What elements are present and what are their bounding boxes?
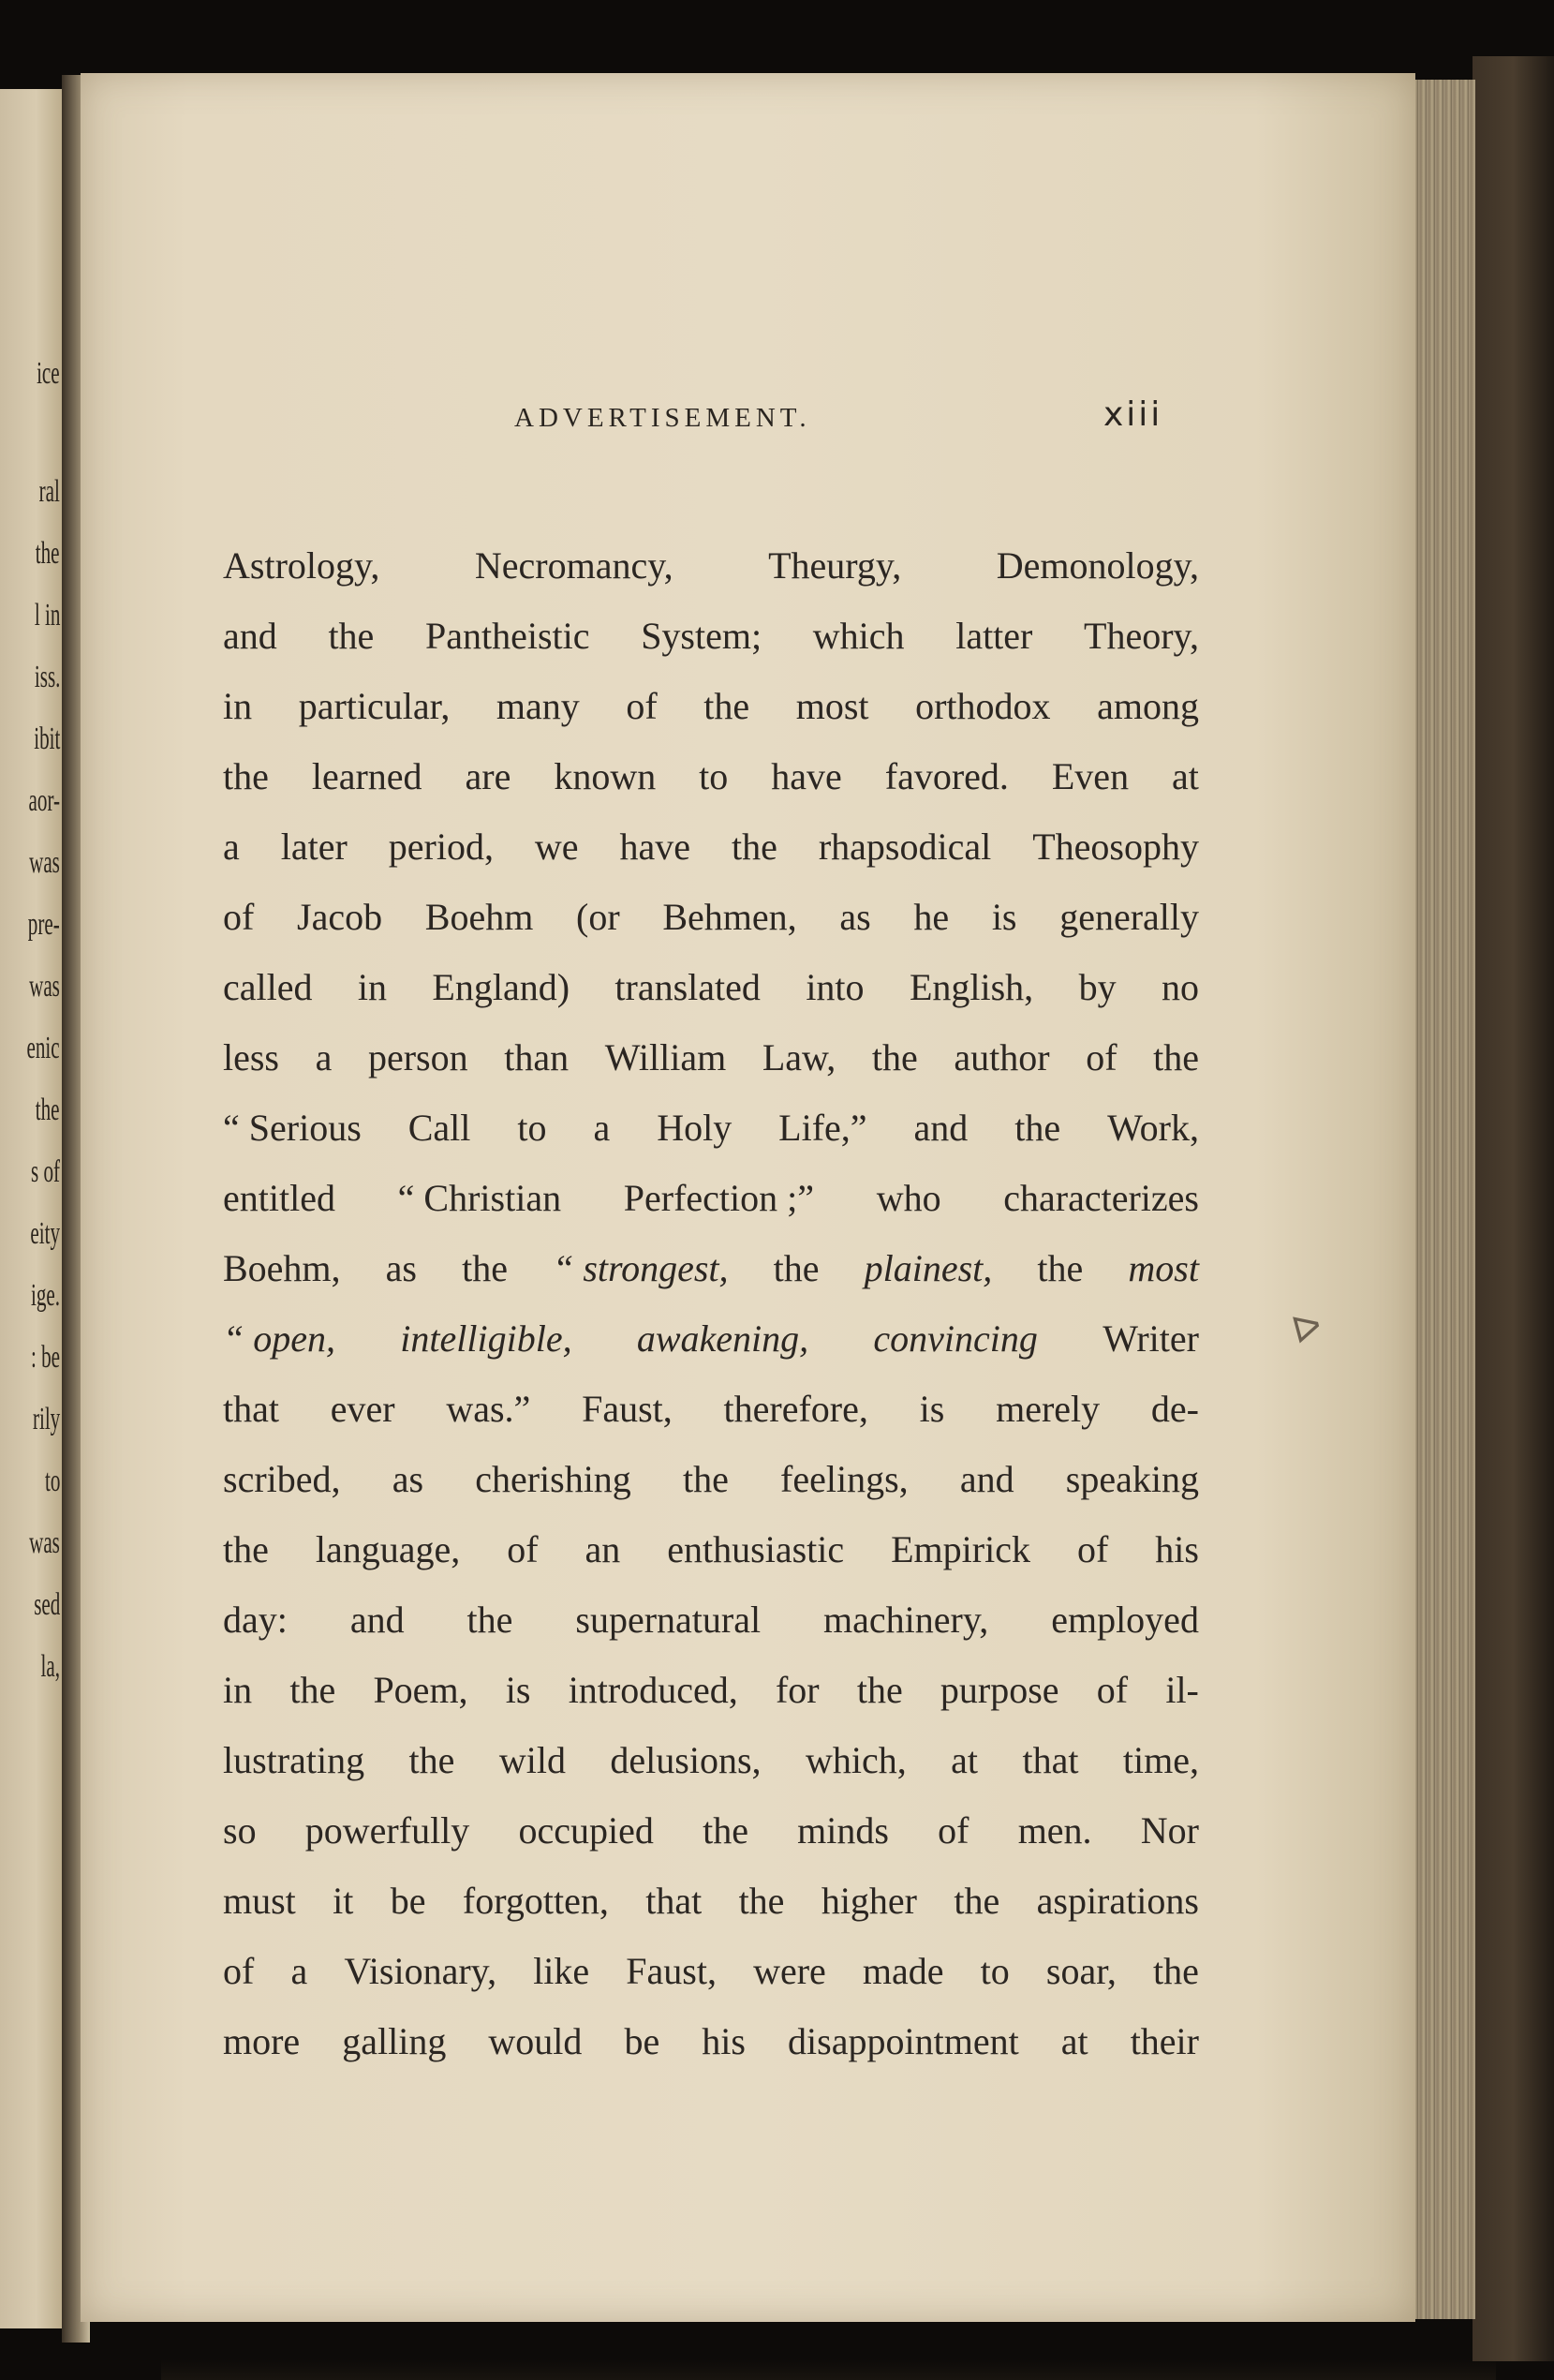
word: he xyxy=(913,896,950,938)
word: no xyxy=(1161,966,1199,1008)
word: of xyxy=(507,1528,539,1570)
word: at xyxy=(951,1739,979,1781)
word: System; xyxy=(641,615,762,657)
word: powerfully xyxy=(304,1809,470,1852)
word: translated xyxy=(614,966,761,1008)
word: a xyxy=(593,1107,611,1149)
word: must xyxy=(223,1880,296,1922)
word: Empirick xyxy=(891,1528,1030,1570)
word: of xyxy=(938,1809,969,1852)
word: that xyxy=(645,1880,703,1922)
word: Perfection ;” xyxy=(623,1177,815,1219)
word: would xyxy=(488,2020,583,2062)
word: the xyxy=(732,826,777,868)
word: of xyxy=(1086,1036,1117,1078)
word: de- xyxy=(1150,1388,1199,1430)
word: Nor xyxy=(1140,1809,1199,1852)
word: convincing xyxy=(873,1317,1038,1360)
facing-page-fragment: l in xyxy=(34,598,60,632)
facing-page-fragment: la, xyxy=(40,1649,60,1684)
word: machinery, xyxy=(823,1599,989,1641)
word: orthodox xyxy=(915,685,1051,727)
word: cherishing xyxy=(475,1458,631,1500)
word: merely xyxy=(996,1388,1101,1430)
word: and xyxy=(349,1599,405,1641)
word: therefore, xyxy=(723,1388,868,1430)
word: among xyxy=(1097,685,1199,727)
word: the xyxy=(223,1528,269,1570)
facing-page-fragment: rily xyxy=(32,1402,60,1436)
text-line xyxy=(223,882,1199,952)
word: who xyxy=(876,1177,941,1219)
word: by xyxy=(1078,966,1117,1008)
word: a xyxy=(223,826,240,868)
facing-page-fragment: to xyxy=(44,1464,60,1498)
word: in xyxy=(357,966,388,1008)
word: Theory, xyxy=(1084,615,1199,657)
word: scribed, xyxy=(223,1458,341,1500)
word: which xyxy=(812,615,905,657)
word: as xyxy=(385,1247,417,1289)
word: the xyxy=(738,1880,785,1922)
word: in xyxy=(223,685,253,727)
word: the xyxy=(408,1739,455,1781)
word: are xyxy=(465,755,511,797)
word: the xyxy=(1153,1036,1199,1078)
text-line xyxy=(223,2006,1199,2076)
word: most xyxy=(1128,1247,1199,1289)
word: to xyxy=(699,755,729,797)
word: Work, xyxy=(1107,1107,1199,1149)
facing-page-fragment: sed xyxy=(33,1587,60,1622)
word: Theosophy xyxy=(1032,826,1199,868)
word: rhapsodical xyxy=(818,826,992,868)
word: less xyxy=(223,1036,279,1078)
word: Call xyxy=(407,1107,471,1149)
word: the xyxy=(1153,1950,1199,1992)
word: the xyxy=(1014,1107,1061,1149)
word: plainest, xyxy=(864,1247,993,1289)
word: learned xyxy=(311,755,422,797)
word: of xyxy=(626,685,658,727)
word: the xyxy=(954,1880,1000,1922)
word: which, xyxy=(805,1739,907,1781)
word: were xyxy=(753,1950,826,1992)
word: most xyxy=(795,685,869,727)
word: is xyxy=(919,1388,945,1430)
word: a xyxy=(315,1036,333,1078)
word: so xyxy=(223,1809,257,1852)
word: as xyxy=(392,1458,424,1500)
facing-page-fragment: ice xyxy=(37,356,60,391)
word: (or xyxy=(576,896,620,938)
text-line xyxy=(223,1584,1199,1655)
facing-page-fragment: ral xyxy=(38,474,60,509)
word: of xyxy=(223,1950,255,1992)
word: favored. xyxy=(884,755,1009,797)
text-line xyxy=(223,530,1199,601)
word: Life,” xyxy=(778,1107,867,1149)
word: at xyxy=(1060,2020,1088,2062)
word: of xyxy=(1076,1528,1109,1570)
word: England) xyxy=(432,966,570,1008)
word: the xyxy=(289,1669,336,1711)
word: Demonology, xyxy=(996,544,1199,587)
word: for xyxy=(775,1669,820,1711)
word: latter xyxy=(955,615,1033,657)
page-edges xyxy=(1410,80,1475,2319)
facing-page-fragment: s of xyxy=(30,1154,60,1189)
word: many xyxy=(496,685,580,727)
word: the xyxy=(856,1669,903,1711)
text-line xyxy=(223,671,1199,741)
word: wild xyxy=(498,1739,566,1781)
word: their xyxy=(1130,2020,1199,2062)
word: purpose xyxy=(940,1669,1059,1711)
facing-page-fragment: : be xyxy=(30,1340,60,1375)
word: of xyxy=(223,896,255,938)
word: Necromancy, xyxy=(474,544,673,587)
facing-page-fragment: was xyxy=(29,1525,60,1560)
word: called xyxy=(223,966,313,1008)
word: enthusiastic xyxy=(667,1528,845,1570)
word: time, xyxy=(1122,1739,1199,1781)
word: employed xyxy=(1051,1599,1199,1641)
word: as xyxy=(839,896,871,938)
word: is xyxy=(991,896,1017,938)
facing-page-fragment: ige. xyxy=(30,1278,60,1313)
word: feelings, xyxy=(780,1458,909,1500)
word: entitled xyxy=(223,1177,335,1219)
text-line xyxy=(223,601,1199,671)
text-line xyxy=(223,1795,1199,1866)
word: “ open, xyxy=(223,1317,335,1360)
text-line xyxy=(223,1303,1199,1374)
word: a xyxy=(290,1950,308,1992)
word: to xyxy=(980,1950,1010,1992)
text-line xyxy=(223,1866,1199,1936)
word: in xyxy=(223,1669,253,1711)
word: “ strongest, xyxy=(553,1247,729,1289)
word: Holy xyxy=(657,1107,733,1149)
word: Boehm, xyxy=(223,1247,341,1289)
word: galling xyxy=(342,2020,447,2062)
word: the xyxy=(703,1809,748,1852)
word: men. xyxy=(1017,1809,1092,1852)
word: and xyxy=(913,1107,969,1149)
word: language, xyxy=(315,1528,461,1570)
word: into xyxy=(806,966,865,1008)
word: William xyxy=(604,1036,727,1078)
running-head xyxy=(81,395,1415,450)
facing-page-fragment: the xyxy=(36,1093,60,1127)
word: forgotten, xyxy=(462,1880,609,1922)
facing-page-fragment: the xyxy=(36,536,60,571)
word: occupied xyxy=(518,1809,654,1852)
word: minds xyxy=(797,1809,889,1852)
text-line xyxy=(223,1093,1199,1163)
word: that xyxy=(223,1388,279,1430)
word: ever xyxy=(330,1388,395,1430)
word: Boehm xyxy=(424,896,534,938)
text-line xyxy=(223,1163,1199,1233)
facing-page-fragment: iss. xyxy=(34,660,60,694)
word: the xyxy=(328,615,375,657)
facing-page-fragment: enic xyxy=(26,1031,60,1065)
page-number: xiii xyxy=(1103,395,1163,434)
word: be xyxy=(624,2020,660,2062)
facing-page-fragment: pre- xyxy=(28,907,60,942)
word: his xyxy=(702,2020,746,2062)
word: of xyxy=(1096,1669,1129,1711)
word: and xyxy=(223,615,277,657)
word: have xyxy=(619,826,691,868)
word: disappointment xyxy=(788,2020,1019,2062)
facing-page-fragment: was xyxy=(29,845,60,880)
word: Even xyxy=(1051,755,1130,797)
word: at xyxy=(1172,755,1199,797)
word: the xyxy=(1037,1247,1084,1289)
word: the xyxy=(703,685,750,727)
word: delusions, xyxy=(610,1739,762,1781)
word: “ Christian xyxy=(397,1177,562,1219)
word: like xyxy=(533,1950,590,1992)
word: intelligible, xyxy=(400,1317,572,1360)
text-line xyxy=(223,741,1199,811)
text-line xyxy=(223,1233,1199,1303)
word: the xyxy=(871,1036,918,1078)
text-line xyxy=(223,1514,1199,1584)
word: Jacob xyxy=(297,896,383,938)
text-line xyxy=(223,1374,1199,1444)
word: supernatural xyxy=(575,1599,762,1641)
word: English, xyxy=(909,966,1034,1008)
word: more xyxy=(223,2020,301,2062)
word: introduced, xyxy=(568,1669,738,1711)
facing-page-left xyxy=(0,89,66,2328)
word: the xyxy=(682,1458,729,1500)
word: Faust, xyxy=(582,1388,673,1430)
word: and xyxy=(959,1458,1014,1500)
running-head-title: ADVERTISEMENT. xyxy=(514,403,811,433)
word: be xyxy=(390,1880,426,1922)
facing-page-fragment: was xyxy=(29,969,60,1004)
word: period, xyxy=(388,826,494,868)
pencil-mark: ᐅ xyxy=(1287,1303,1327,1354)
body-text xyxy=(223,530,1199,2076)
word: Poem, xyxy=(373,1669,468,1711)
word: characterizes xyxy=(1003,1177,1199,1219)
page-bottom-shadow xyxy=(161,2359,1496,2380)
word: Visionary, xyxy=(344,1950,497,1992)
word: known xyxy=(554,755,657,797)
text-line xyxy=(223,1725,1199,1795)
word: later xyxy=(280,826,348,868)
word: Pantheistic xyxy=(424,615,590,657)
word: day: xyxy=(223,1599,288,1641)
text-line xyxy=(223,952,1199,1022)
word: than xyxy=(504,1036,570,1078)
facing-page-fragment: aor- xyxy=(28,783,60,818)
word: made xyxy=(862,1950,944,1992)
word: it xyxy=(333,1880,354,1922)
word: Theurgy, xyxy=(768,544,902,587)
word: we xyxy=(534,826,579,868)
word: the xyxy=(223,755,269,797)
word: Law, xyxy=(762,1036,836,1078)
word: the xyxy=(466,1599,513,1641)
word: lustrating xyxy=(223,1739,365,1781)
text-line xyxy=(223,811,1199,882)
word: person xyxy=(367,1036,468,1078)
word: the xyxy=(462,1247,508,1289)
word: his xyxy=(1155,1528,1199,1570)
text-line xyxy=(223,1655,1199,1725)
word: was.” xyxy=(446,1388,531,1430)
text-line xyxy=(223,1936,1199,2006)
word: awakening, xyxy=(636,1317,809,1360)
text-line xyxy=(223,1022,1199,1093)
facing-page-fragment: eity xyxy=(30,1216,60,1251)
text-line xyxy=(223,1444,1199,1514)
word: aspirations xyxy=(1036,1880,1199,1922)
word: have xyxy=(771,755,842,797)
facing-page-fragment: ibit xyxy=(33,721,60,756)
word: Faust, xyxy=(626,1950,717,1992)
word: is xyxy=(505,1669,531,1711)
word: Writer xyxy=(1103,1317,1199,1360)
word: higher xyxy=(821,1880,917,1922)
word: the xyxy=(773,1247,820,1289)
word: to xyxy=(517,1107,547,1149)
word: that xyxy=(1022,1739,1079,1781)
word: il- xyxy=(1165,1669,1199,1711)
book-page xyxy=(81,73,1415,2322)
word: particular, xyxy=(298,685,451,727)
word: Behmen, xyxy=(662,896,797,938)
word: soar, xyxy=(1045,1950,1117,1992)
word: an xyxy=(585,1528,621,1570)
word: Astrology, xyxy=(223,544,380,587)
word: “ Serious xyxy=(223,1107,362,1149)
book-cover-edge xyxy=(1473,56,1554,2361)
word: generally xyxy=(1059,896,1199,938)
word: author xyxy=(954,1036,1050,1078)
word: speaking xyxy=(1065,1458,1199,1500)
